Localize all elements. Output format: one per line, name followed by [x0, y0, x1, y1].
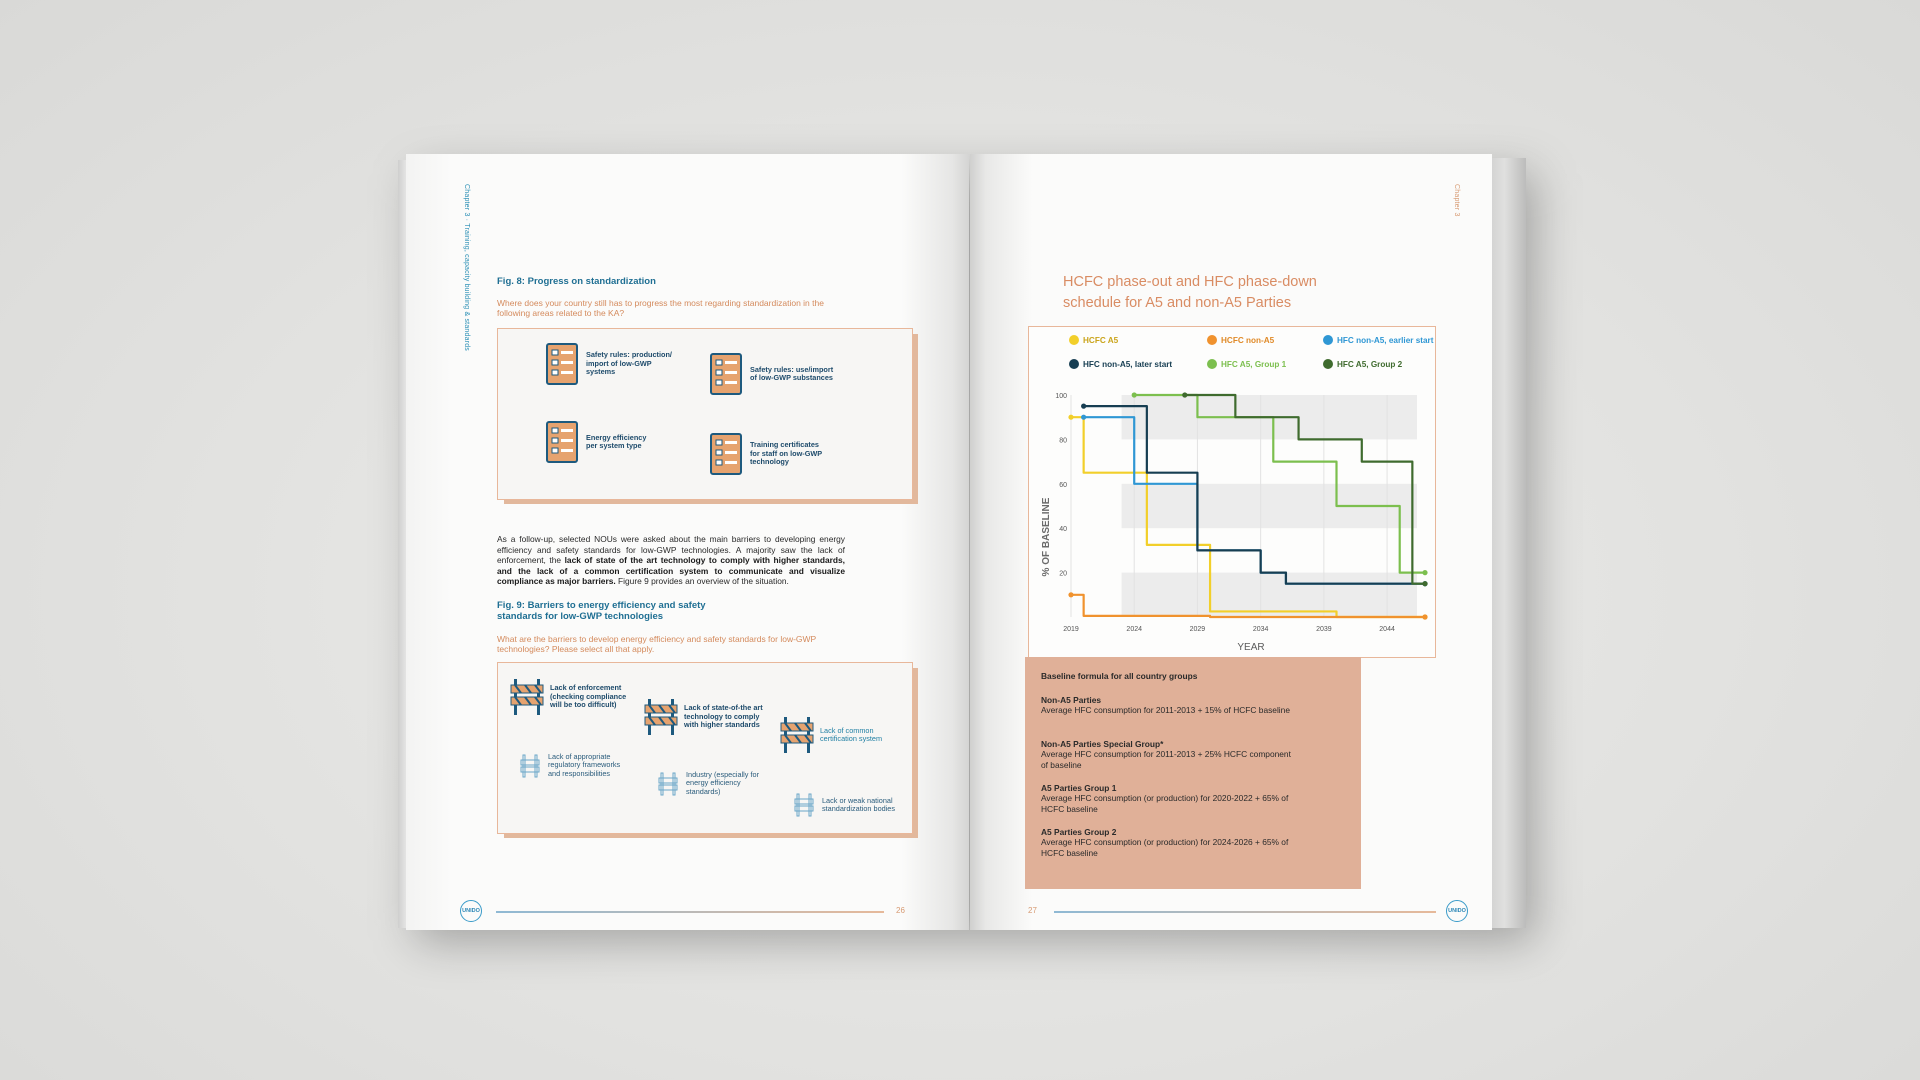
chart-panel [1028, 326, 1436, 658]
formula-group-3-head: A5 Parties Group 1 [1041, 783, 1117, 793]
fig9-item-6 [794, 793, 904, 817]
formula-group-1-head: Non-A5 Parties [1041, 695, 1102, 705]
formula-group-2-text: Average HFC consumption for 2011-2013 + 25% HCFC component of baseline [1041, 749, 1291, 770]
legend-label-hfc-non-a5-late: HFC non-A5, later start [1083, 359, 1173, 369]
formula-group-4 [1041, 827, 1291, 858]
series-point-1-end [1422, 614, 1427, 619]
barrier-outline-icon [794, 793, 814, 817]
unido-logo-right: UNIDO [1446, 900, 1468, 922]
formula-group-1 [1041, 695, 1291, 716]
checklist-icon [710, 353, 742, 395]
chart-title-line1: HCFC phase-out and HFC phase-down [1063, 274, 1317, 290]
fig9-item-6-label: Lack or weak national standardization bodies [822, 795, 896, 813]
fig8-card [497, 328, 913, 500]
fig8-item-1-label: Safety rules: production/ import of low-GWP systems [586, 350, 672, 377]
y-tick-label: 80 [1059, 437, 1067, 445]
fig9-item-2 [644, 697, 772, 737]
baseline-formula-box [1025, 657, 1361, 889]
line-chart [1029, 327, 1435, 657]
y-tick-label: 100 [1055, 393, 1067, 400]
body-paragraph-bold: lack of state of the art technology to comply with higher standards, and the lack of a common certification system to communicate and visualize compliance as major barriers. [497, 555, 845, 587]
fig9-item-1-label: Lack of enforcement (checking compliance will be too difficult) [550, 683, 627, 710]
y-tick-label: 60 [1059, 481, 1067, 489]
series-point-1-start [1068, 592, 1073, 597]
chart-title-line2: schedule for A5 and non-A5 Parties [1063, 295, 1292, 311]
x-tick-label: 2019 [1063, 626, 1079, 633]
fig9-item-5-label: Industry (especially for energy efficiency standards) [686, 770, 759, 796]
fig8-item-4-label: Training certificates for staff on low-GWP technology [750, 440, 823, 467]
series-point-2-start [1081, 415, 1086, 420]
footer-rule-right [1054, 911, 1436, 913]
right-running-head: Chapter 3 [1453, 184, 1460, 217]
chart-title [1063, 272, 1317, 314]
fig8-item-3 [546, 421, 658, 463]
fig9-item-2-label: Lack of state-of-the art technology to comply with higher standards [684, 703, 763, 730]
barrier-icon [510, 677, 544, 717]
formula-group-2-head: Non-A5 Parties Special Group* [1041, 739, 1164, 749]
body-paragraph-part2: Figure 9 provides an overview of the situation. [615, 576, 789, 587]
legend-label-hcfc-a5: HCFC A5 [1083, 335, 1119, 345]
barrier-icon [644, 697, 678, 737]
barrier-icon [780, 715, 814, 755]
formula-title: Baseline formula for all country groups [1041, 671, 1198, 681]
series-point-5-end [1422, 581, 1427, 586]
x-tick-label: 2039 [1316, 626, 1332, 633]
x-tick-label: 2029 [1189, 626, 1206, 633]
checklist-icon [546, 343, 578, 385]
x-tick-label: 2044 [1379, 626, 1395, 633]
barrier-outline-icon [658, 772, 678, 796]
fig9-item-1 [510, 677, 632, 717]
unido-logo: UNIDO [460, 900, 482, 922]
body-paragraph-part1: As a follow-up, selected NOUs were asked about the main barriers to developing energy efficiency and safety standards for low-GWP technologies. A majority saw the lack of enforcement, the [497, 534, 845, 566]
formula-group-3-text: Average HFC consumption (or production) for 2020-2022 + 65% of HCFC baseline [1041, 793, 1289, 814]
y-tick-label: 20 [1059, 570, 1067, 578]
right-page-stack [1490, 158, 1526, 928]
fig8-item-4 [710, 433, 830, 475]
x-axis-label: YEAR [1237, 642, 1265, 653]
right-page [970, 154, 1492, 930]
checklist-icon [710, 433, 742, 475]
fig9-title: Fig. 9: Barriers to energy efficiency and safety standards for low-GWP technologies [497, 600, 706, 622]
fig9-item-3-label: Lack of common certification system [820, 725, 883, 743]
y-axis-label: % OF BASELINE [1041, 497, 1052, 577]
formula-group-3 [1041, 783, 1291, 814]
series-point-4-end [1422, 570, 1427, 575]
legend-label-hfc-non-a5-early: HFC non-A5, earlier start [1337, 335, 1434, 345]
fig9-item-4-label: Lack of appropriate regulatory frameworks and responsibilities [548, 752, 621, 778]
grid-band [1122, 573, 1417, 617]
fig9-item-4 [520, 753, 632, 778]
left-running-head: Chapter 3 · Training, capacity building & standards [463, 184, 470, 352]
x-tick-label: 2024 [1126, 626, 1143, 633]
footer-rule [496, 911, 884, 913]
fig9-question: What are the barriers to develop energy efficiency and safety standards for low-GWP technologies? Please select all that apply. [497, 634, 817, 654]
fig9-item-5 [658, 771, 762, 796]
legend-label-hfc-a5-g2: HFC A5, Group 2 [1337, 359, 1403, 369]
left-page [406, 154, 969, 930]
fig8-item-3-label: Energy efficiency per system type [586, 432, 647, 450]
y-tick-label: 40 [1059, 526, 1067, 534]
series-point-3-start [1081, 404, 1086, 409]
formula-group-4-text: Average HFC consumption (or production) for 2024-2026 + 65% of HCFC baseline [1041, 837, 1289, 858]
legend-label-hcfc-non-a5: HCFC non-A5 [1221, 335, 1275, 345]
series-point-5-start [1182, 392, 1187, 397]
page-number-right: 27 [1028, 906, 1037, 915]
checklist-icon [546, 421, 578, 463]
fig8-title: Fig. 8: Progress on standardization [497, 276, 656, 287]
series-point-0-start [1068, 415, 1073, 420]
page-number-left: 26 [896, 906, 905, 915]
body-paragraph [497, 534, 845, 587]
series-point-4-start [1132, 392, 1137, 397]
formula-group-4-head: A5 Parties Group 2 [1041, 827, 1117, 837]
fig8-item-2-label: Safety rules: use/import of low-GWP substances [750, 364, 834, 382]
formula-group-1-text: Average HFC consumption for 2011-2013 + 15% of HCFC baseline [1041, 705, 1290, 715]
fig9-item-3 [780, 715, 898, 755]
fig8-item-2 [710, 353, 840, 395]
fig9-card [497, 662, 913, 834]
legend-label-hfc-a5-g1: HFC A5, Group 1 [1221, 359, 1287, 369]
x-tick-label: 2034 [1252, 626, 1269, 633]
fig8-item-1 [546, 343, 676, 385]
fig8-question: Where does your country still has to progress the most regarding standardization in the following areas related to the KA? [497, 298, 824, 318]
formula-group-2 [1041, 739, 1291, 770]
barrier-outline-icon [520, 754, 540, 778]
